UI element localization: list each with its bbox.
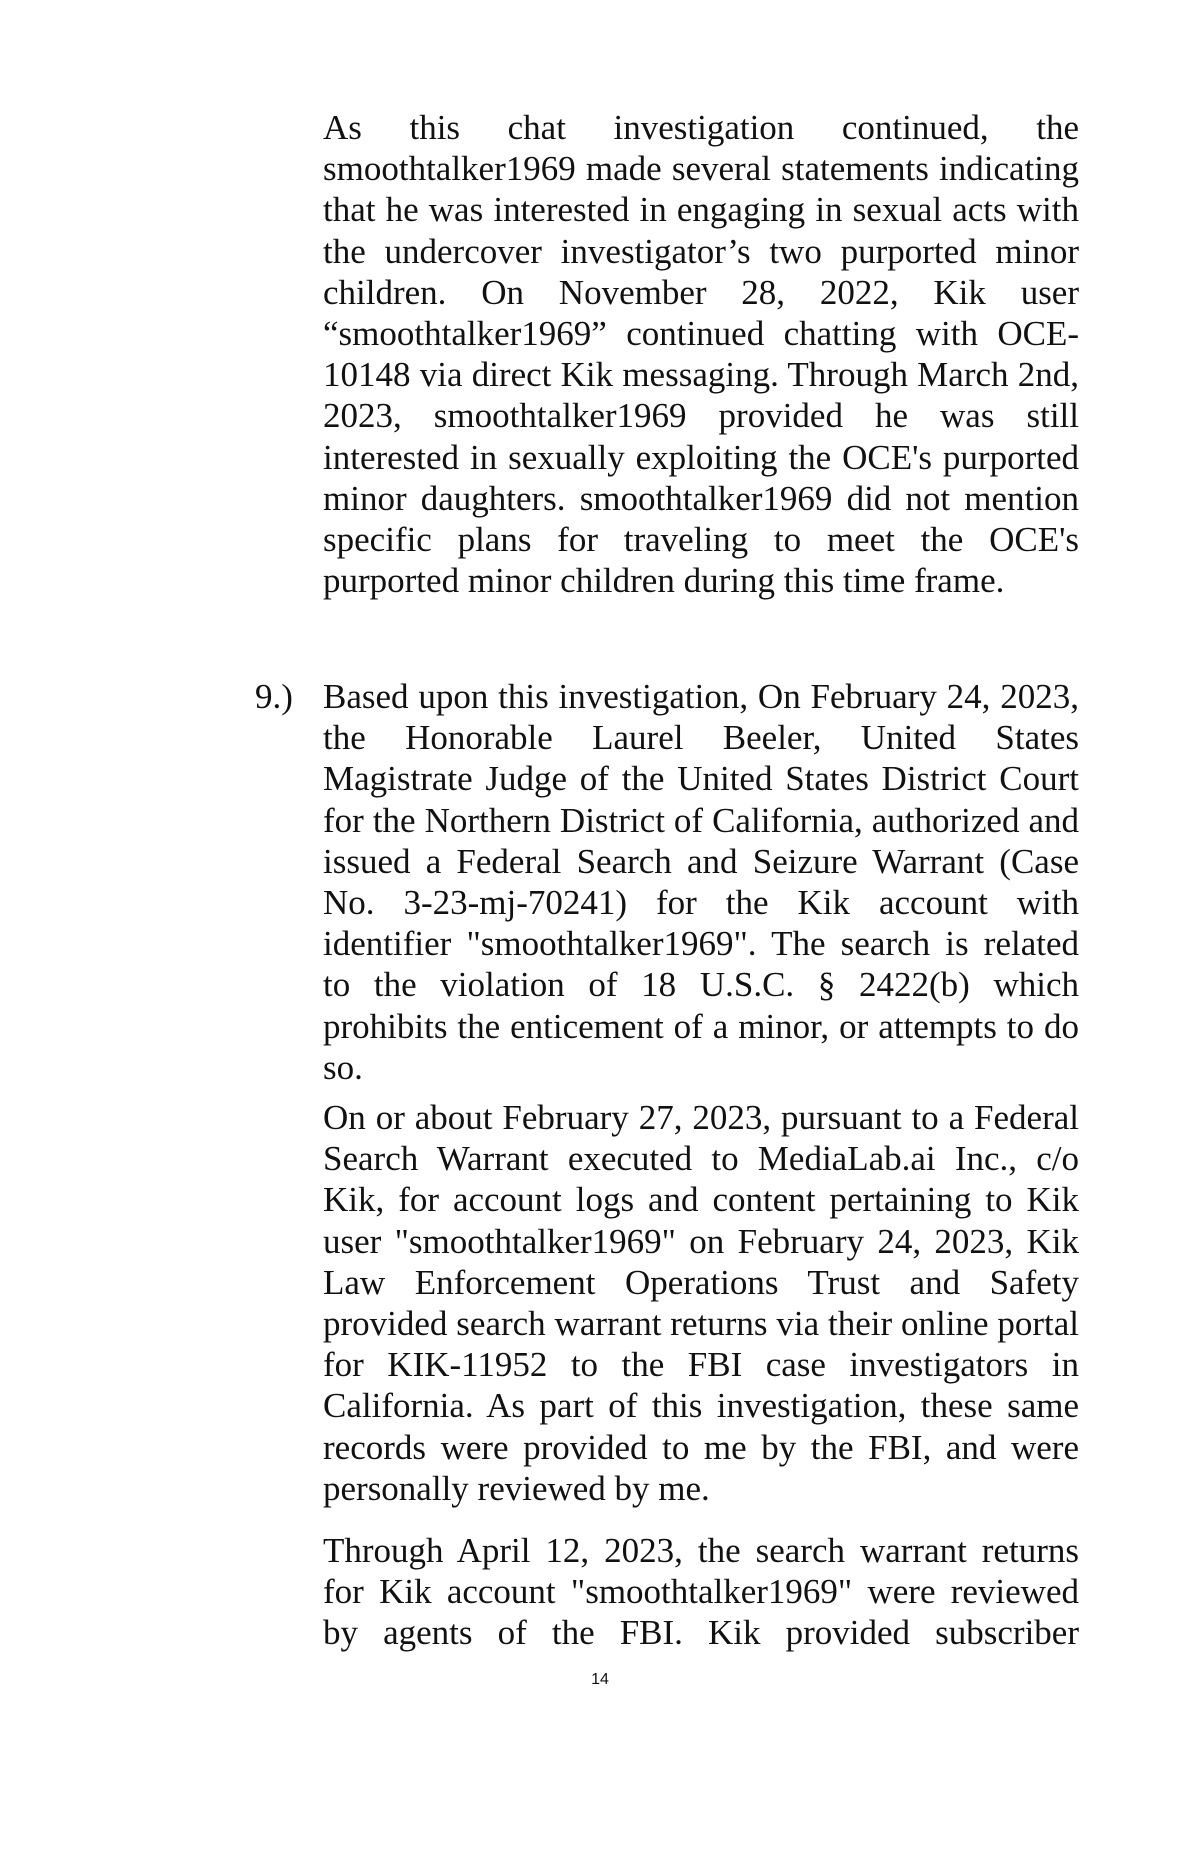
paragraph-number-9: 9.): [255, 677, 293, 716]
paragraph-warrant-returns-provided: On or about February 27, 2023, pursuant to a Federal Search Warrant executed to MediaLab.ai Inc., c/o Kik, for account logs and content pertaining to Kik user "smoothtalker1969" on February 24, 2023, Kik Law Enforcement Operations Trust and Safety provided search warrant returns via their online portal for KIK-11952 to the FBI case investigators in California. As part of this investigation, these same records were provided to me by the FBI, and were personally reviewed by me.: [323, 1098, 1079, 1508]
paragraph-search-warrant-authorized: Based upon this investigation, On February 24, 2023, the Honorable Laurel Beeler, United States Magistrate Judge of the United States District Court for the Northern District of California, authorized and issued a Federal Search and Seizure Warrant (Case No. 3-23-mj-70241) for the Kik account with identifier "smoothtalker1969". The search is related to the violation of 18 U.S.C. § 2422(b) which prohibits the enticement of a minor, or attempts to do so.: [323, 677, 1079, 1087]
paragraph-returns-reviewed: Through April 12, 2023, the search warrant returns for Kik account "smoothtalker1969" were reviewed by agents of the FBI. Kik provided subscriber: [323, 1531, 1079, 1653]
paragraph-chat-investigation: As this chat investigation continued, the smoothtalker1969 made several statements indicating that he was interested in engaging in sexual acts with the undercover investigator’s two purported minor children. On November 28, 2022, Kik user “smoothtalker1969” continued chatting with OCE-10148 via direct Kik messaging. Through March 2nd, 2023, smoothtalker1969 provided he was still interested in sexually exploiting the OCE's purported minor daughters. smoothtalker1969 did not mention specific plans for traveling to meet the OCE's purported minor children during this time frame.: [323, 108, 1079, 601]
page-number: 14: [591, 1671, 609, 1688]
